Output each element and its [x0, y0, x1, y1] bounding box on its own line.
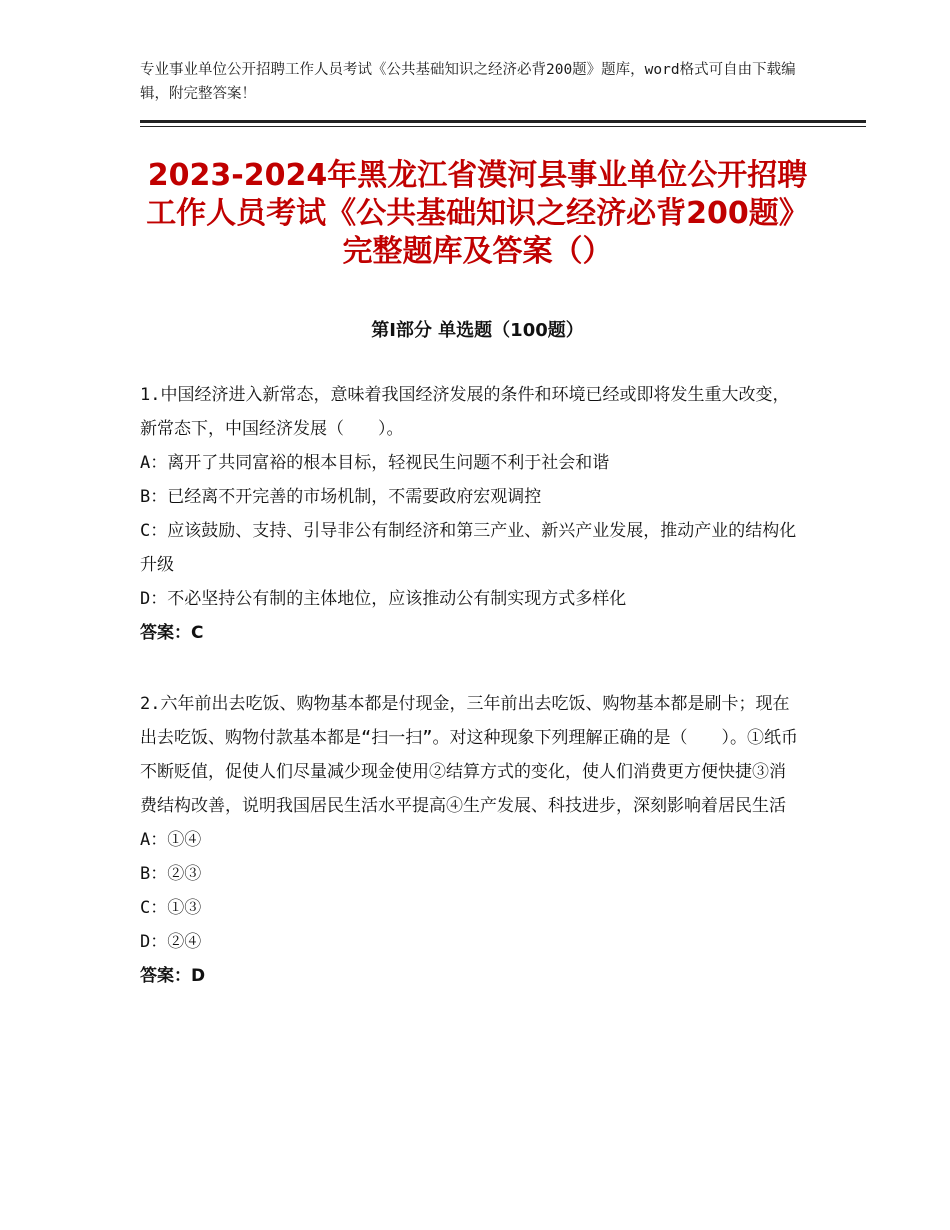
option-d: D：②④ [140, 932, 202, 952]
header-rule-thick [140, 120, 866, 123]
question-stem: 1.中国经济进入新常态，意味着我国经济发展的条件和环境已经或即将发生重大改变，新常态下，中国经济发展（ ）。 [140, 385, 790, 439]
option-b: B：已经离不开完善的市场机制，不需要政府宏观调控 [140, 487, 542, 507]
option-d: D：不必坚持公有制的主体地位，应该推动公有制实现方式多样化 [140, 589, 627, 609]
answer: 答案：C [140, 623, 204, 643]
option-b: B：②③ [140, 864, 202, 884]
option-a: A：离开了共同富裕的根本目标，轻视民生问题不利于社会和谐 [140, 453, 610, 473]
section-heading: 第Ⅰ部分 单选题（100题） [371, 320, 584, 341]
answer: 答案：D [140, 966, 206, 986]
document-title: 2023-2024年黑龙江省漠河县事业单位公开招聘工作人员考试《公共基础知识之经济必背200题》完整题库及答案（） [146, 158, 809, 269]
question-2 [140, 687, 800, 993]
option-c: C：①③ [140, 898, 202, 918]
header-note: 专业事业单位公开招聘工作人员考试《公共基础知识之经济必背200题》题库，word格式可自由下载编辑，附完整答案！ [140, 62, 796, 102]
option-c: C：应该鼓励、支持、引导非公有制经济和第三产业、新兴产业发展，推动产业的结构化升级 [140, 521, 797, 575]
question-1 [140, 378, 800, 650]
question-stem: 2.六年前出去吃饭、购物基本都是付现金，三年前出去吃饭、购物基本都是刷卡；现在出去吃饭、购物付款基本都是“扫一扫”。对这种现象下列理解正确的是（ ）。①纸币不断贬值，促使人们尽量减少现金使用②结算方式的变化，使人们消费更方便快捷③消费结构改善，说明我国居民生活水平提高④生产发展、科技进步，深刻影响着居民生活 [140, 694, 798, 816]
header-rule-thin [140, 126, 866, 127]
option-a: A：①④ [140, 830, 202, 850]
